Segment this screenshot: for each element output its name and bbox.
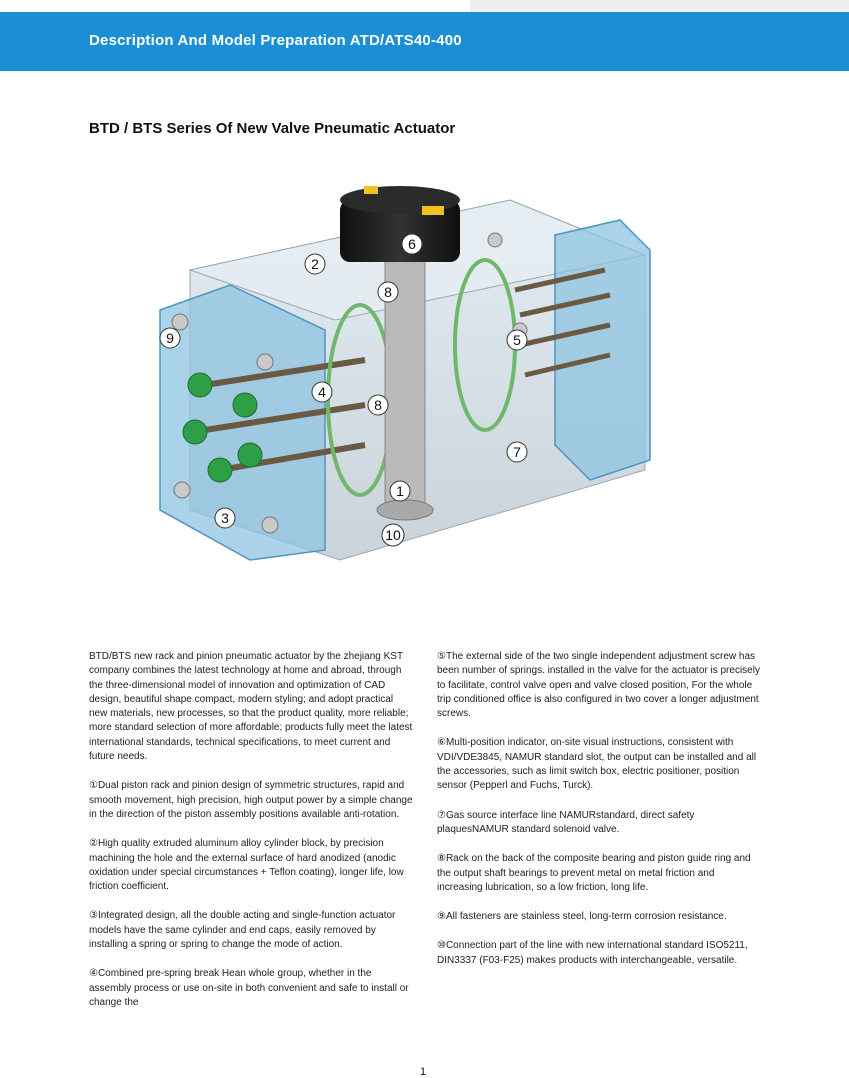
callout-1 <box>390 481 410 501</box>
shaft-bottom <box>377 500 433 520</box>
actuator-illustration <box>150 180 670 580</box>
callout-8-top <box>378 282 398 302</box>
feature-7: ⑦Gas source interface line NAMURstandard, direct safety plaquesNAMUR standard solenoid valve. <box>437 809 695 835</box>
callout-4 <box>312 382 332 402</box>
body-column-left <box>89 650 414 1025</box>
callout-10 <box>382 524 404 546</box>
svg-text:4: 4 <box>318 384 326 400</box>
top-strip <box>0 0 849 12</box>
feature-4: ④Combined pre-spring break Hean whole group, whether in the assembly process or use on-site in both convenient and safe to install or change the <box>89 968 409 1008</box>
callout-9 <box>160 328 180 348</box>
callout-2 <box>305 254 325 274</box>
feature-1: ①Dual piston rack and pinion design of symmetric structures, rapid and smooth movement, high precision, high output power by a simple change in the direction of the piston assembly positions available anti-rotation. <box>89 780 413 820</box>
svg-text:10: 10 <box>385 527 401 543</box>
svg-text:9: 9 <box>166 330 174 346</box>
feature-10: ⑩Connection part of the line with new international standard ISO5211, DIN3337 (F03-F25) makes products with interchangeable, versatile. <box>437 940 748 966</box>
svg-text:2: 2 <box>311 256 319 272</box>
svg-text:8: 8 <box>374 397 382 413</box>
indicator-mark-left <box>364 186 378 194</box>
svg-text:8: 8 <box>384 284 392 300</box>
indicator-mark-right <box>422 206 444 215</box>
feature-2: ②High quality extruded aluminum alloy cylinder block, by precision machining the hole and the external surface of hard anodized (anodic oxidation under special circumstances + Teflon coating), longer life, low friction coefficient. <box>89 838 404 893</box>
section-title: BTD / BTS Series Of New Valve Pneumatic Actuator <box>89 120 456 137</box>
feature-9: ⑨All fasteners are stainless steel, long-term corrosion resistance. <box>437 911 727 923</box>
svg-text:7: 7 <box>513 444 521 460</box>
svg-text:5: 5 <box>513 332 521 348</box>
callout-3 <box>215 508 235 528</box>
page-number: 1 <box>420 1066 427 1078</box>
header-banner <box>0 12 849 71</box>
callout-8-mid <box>368 395 388 415</box>
svg-text:6: 6 <box>408 236 416 252</box>
body-column-right <box>437 650 762 983</box>
feature-6: ⑥Multi-position indicator, on-site visual instructions, consistent with VDI/VDE3845, NAMUR standard slot, the output can be installed and all the accessories, such as limit switch box, electric positioner, position sensor (Pepperl and Fuchs, Turck). <box>437 737 757 792</box>
svg-text:1: 1 <box>396 483 404 499</box>
callout-7 <box>507 442 527 462</box>
right-end-cap <box>555 220 650 480</box>
feature-5: ⑤The external side of the two single independent adjustment screw has been number of springs. installed in the valve for the actuator is precisely to facilitate, control valve open and valve closed position, For the whole trip conditioned office is also configured in two cover a longer adjustment screws. <box>437 651 760 720</box>
callout-5 <box>507 330 527 350</box>
feature-3: ③Integrated design, all the double acting and single-function actuator models have the same cylinder and end caps, easily removed by installing a spring or spring to change the mode of action. <box>89 910 396 951</box>
actuator-drawing <box>150 180 670 580</box>
feature-8: ⑧Rack on the back of the composite bearing and piston guide ring and the output shaft bearings to prevent metal on metal friction and increasing lubrication, so a low friction, long life. <box>437 853 751 893</box>
callout-6 <box>402 234 422 254</box>
svg-text:3: 3 <box>221 510 229 526</box>
header-title: Description And Model Preparation ATD/ATS40-400 <box>89 32 462 49</box>
top-strip-grey <box>470 0 849 12</box>
intro-paragraph: BTD/BTS new rack and pinion pneumatic actuator by the zhejiang KST company combines the latest technology at home and abroad, through the three-dimensional model of innovation and optimization of CAD design, beautiful shape compact, modern styling; and adopt practical new materials, new processes, so that the product quality, more reliable; more standard selection of more affordable; products fully meet the latest international standards, technical specifications, to meet current and future needs. <box>89 651 413 763</box>
